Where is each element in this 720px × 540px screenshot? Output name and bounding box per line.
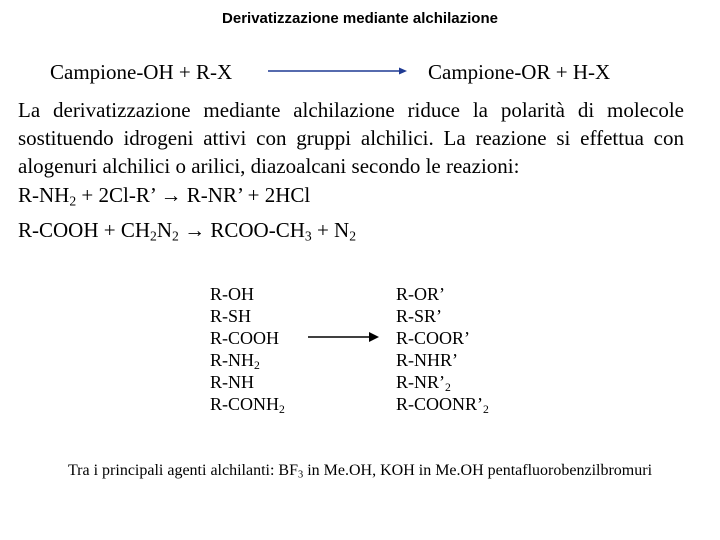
description-paragraph xyxy=(18,96,684,180)
equation-reactants: Campione-OH + R-X xyxy=(50,60,233,84)
reaction-arrow-icon xyxy=(268,64,408,78)
products-list xyxy=(396,283,489,415)
list-item: $R-NH_2$ xyxy=(210,350,260,372)
list-item: R-SR’ xyxy=(396,306,443,326)
page-title: Derivatizzazione mediante alchilazione xyxy=(222,10,498,27)
reaction-carboxylic: R-COOH + $CH_2N_2$ → RCOO-$CH_3 + N_2$ xyxy=(18,218,357,244)
conversion-arrow-icon xyxy=(308,330,380,344)
equation-products: Campione-OR + H-X xyxy=(428,60,611,84)
list-item: R-NH xyxy=(210,372,254,392)
list-item: R-OH xyxy=(210,284,254,304)
list-item: R-NHR’ xyxy=(396,350,458,370)
list-item: $R-COONR’_2$ xyxy=(396,394,489,416)
list-item: R-COOR’ xyxy=(396,328,471,348)
list-item: R-SH xyxy=(210,306,252,326)
description-text: La derivatizzazione mediante alchilazione riduce la polarità di molecole sostituendo idrogeni attivi con gruppi alchilici. La reazione si effettua con alogenuri alchilici o arilici, diazoalcani secondo le reazioni: xyxy=(18,98,684,178)
list-item: R-OR’ xyxy=(396,284,445,304)
list-item: R-COOH xyxy=(210,328,280,348)
list-item: $R-CONH_2$ xyxy=(210,394,285,416)
list-item: $R-NR’_2$ xyxy=(396,372,451,394)
reaction-amine: $R-NH_2 + 2Cl-R$’ → R-NR’ + 2HCl xyxy=(18,183,311,209)
footer-note: Tra i principali agenti alchilanti: $BF_3$ in Me.OH, KOH in Me.OH pentafluorobenzilbromuri xyxy=(67,462,653,481)
reactants-list xyxy=(210,283,285,415)
